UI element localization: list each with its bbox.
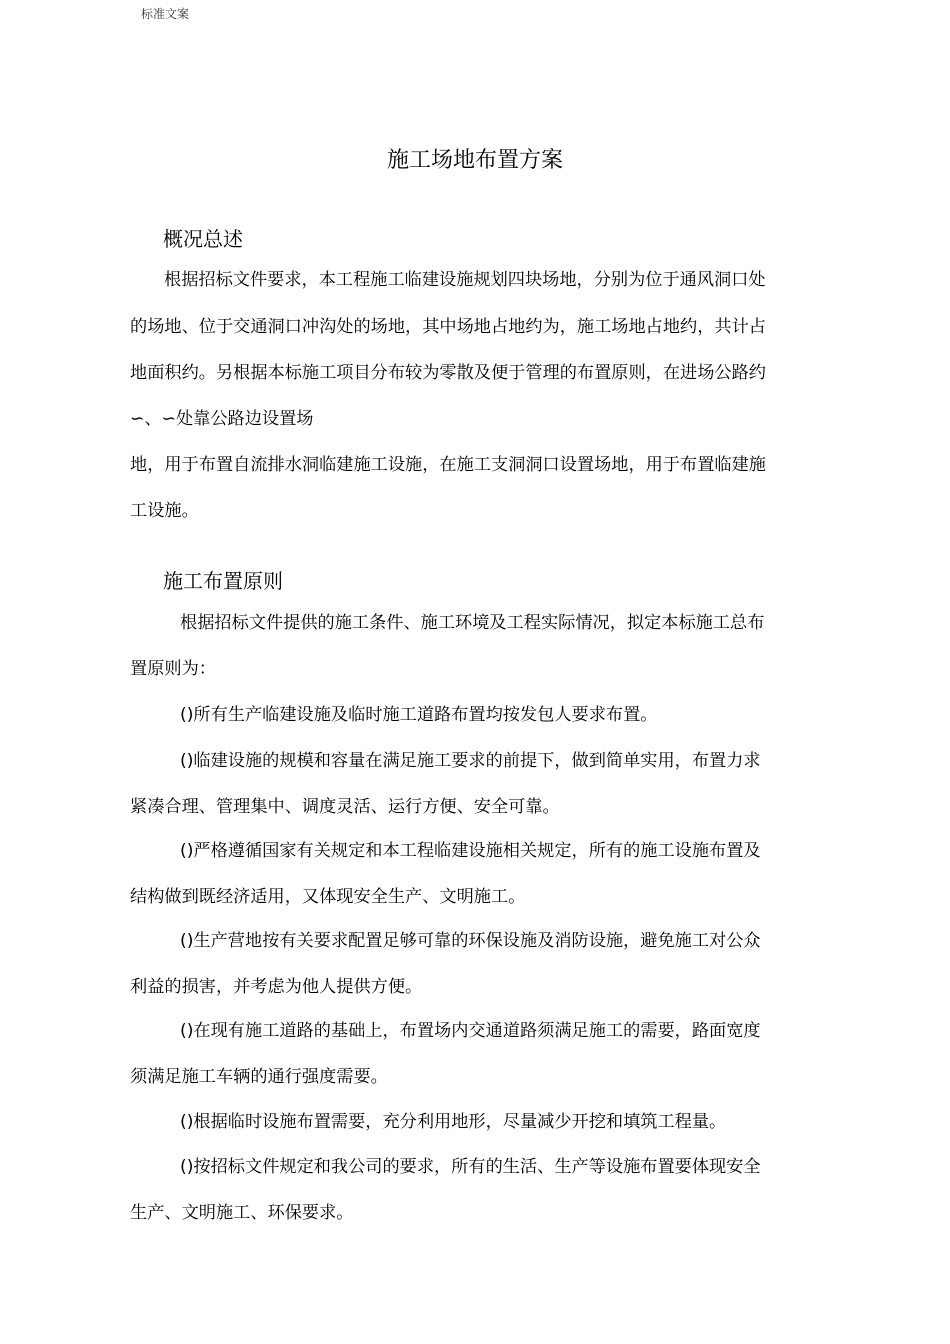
list-item-line: ()在现有施工道路的基础上，布置场内交通道路须满足施工的需要，路面宽度 xyxy=(180,1021,761,1041)
paragraph-line: 根据招标文件要求，本工程施工临建设施规划四块场地，分别为位于通风洞口处 xyxy=(164,270,766,290)
paragraph-line: 的场地、位于交通洞口冲沟处的场地，其中场地占地约为，施工场地占地约，共计占 xyxy=(130,317,766,337)
header-mark: 标准文案 xyxy=(141,7,190,21)
document-title: 施工场地布置方案 xyxy=(386,148,563,173)
list-item-line: ()所有生产临建设施及临时施工道路布置均按发包人要求布置。 xyxy=(180,705,658,725)
paragraph-line: 根据招标文件提供的施工条件、施工环境及工程实际情况，拟定本标施工总布 xyxy=(180,613,765,633)
section-heading-overview: 概况总述 xyxy=(163,227,243,251)
list-item-line: ()根据临时设施布置需要，充分利用地形，尽量减少开挖和填筑工程量。 xyxy=(180,1112,727,1132)
list-item-line: ()严格遵循国家有关规定和本工程临建设施相关规定，所有的施工设施布置及 xyxy=(180,841,761,861)
list-item-line: 须满足施工车辆的通行强度需要。 xyxy=(130,1067,388,1087)
list-item-line: ()按招标文件规定和我公司的要求，所有的生活、生产等设施布置要体现安全 xyxy=(180,1157,761,1177)
list-item-line: 利益的损害，并考虑为他人提供方便。 xyxy=(130,977,423,997)
paragraph-line: 地面积约。另根据本标施工项目分布较为零散及便于管理的布置原则，在进场公路约 xyxy=(130,363,766,383)
list-item-line: 紧凑合理、管理集中、调度灵活、运行方便、安全可靠。 xyxy=(130,797,560,817)
paragraph-line: 置原则为： xyxy=(130,659,216,679)
paragraph-line: 工设施。 xyxy=(130,501,199,521)
list-item-line: 结构做到既经济适用，又体现安全生产、文明施工。 xyxy=(130,887,526,907)
paragraph-line: ∽、∽处靠公路边设置场 xyxy=(130,409,314,429)
list-item-line: ()生产营地按有关要求配置足够可靠的环保设施及消防设施，避免施工对公众 xyxy=(180,931,761,951)
section-heading-principles: 施工布置原则 xyxy=(163,569,283,593)
list-item-line: 生产、文明施工、环保要求。 xyxy=(130,1203,354,1223)
paragraph-line: 地，用于布置自流排水洞临建施工设施，在施工支洞洞口设置场地，用于布置临建施 xyxy=(130,455,766,475)
list-item-line: ()临建设施的规模和容量在满足施工要求的前提下，做到简单实用，布置力求 xyxy=(180,751,761,771)
